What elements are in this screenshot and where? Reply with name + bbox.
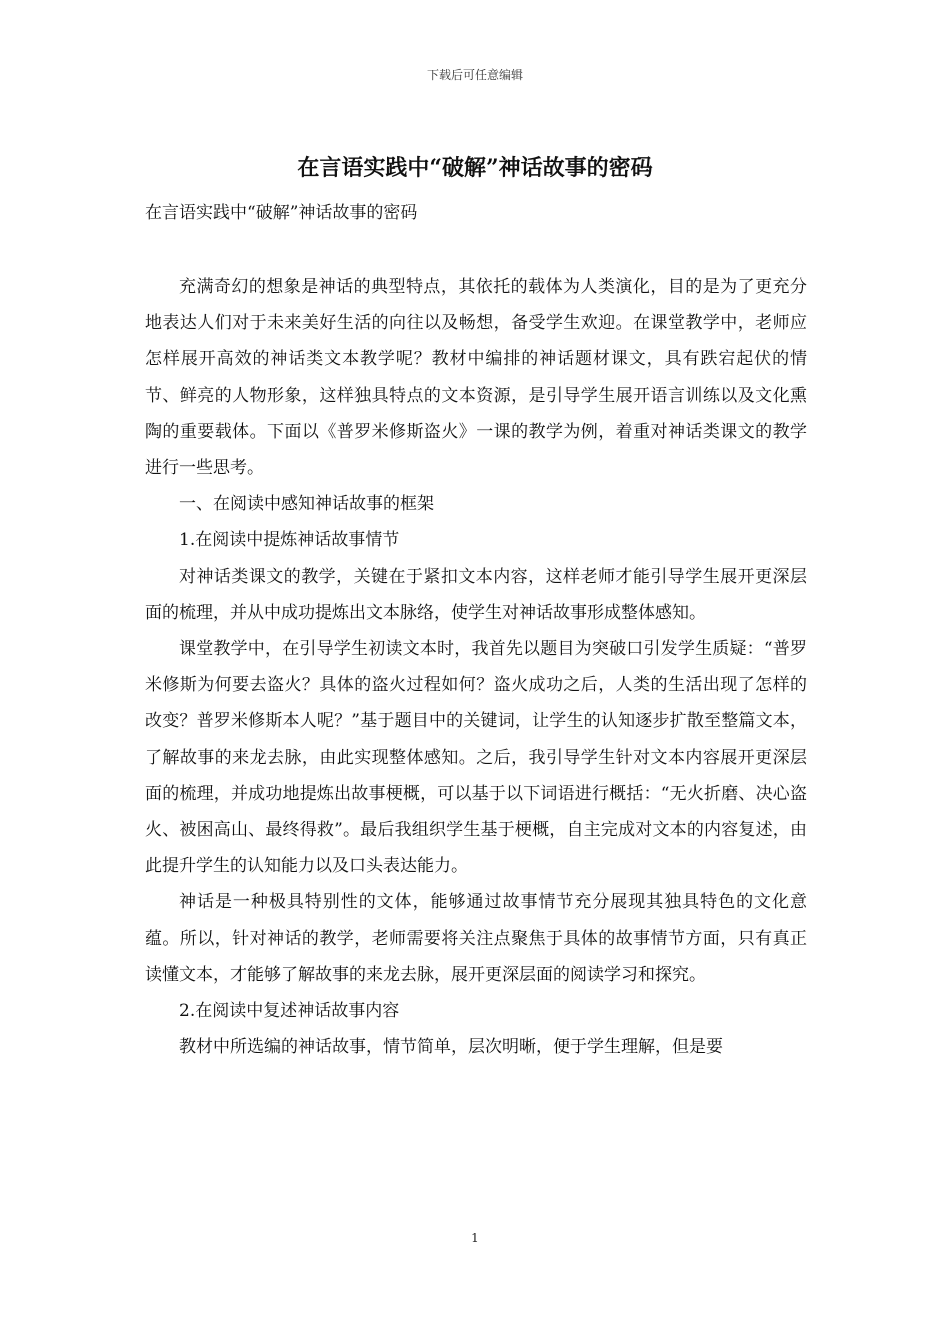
paragraph: 神话是一种极具特别性的文体，能够通过故事情节充分展现其独具特色的文化意蕴。所以，针对神话的教学，老师需要将关注点聚焦于具体的故事情节方面，只有真正读懂文本，才能够了解故事的来龙去脉，展开更深层面的阅读学习和探究。 [145,892,807,985]
paragraph: 对神话类课文的教学，关键在于紧扣文本内容，这样老师才能引导学生展开更深层面的梳理，并从中成功提炼出文本脉络，使学生对神话故事形成整体感知。 [145,566,807,623]
section-heading-1: 一、在阅读中感知神话故事的框架 [179,494,434,515]
document-title: 在言语实践中“破解”神话故事的密码 [297,155,653,181]
page-number: 1 [471,1231,479,1245]
paragraph-intro: 充满奇幻的想象是神话的典型特点，其依托的载体为人类演化，目的是为了更充分地表达人们对于未来美好生活的向往以及畅想，备受学生欢迎。在课堂教学中，老师应怎样展开高效的神话类文本教学呢？教材中编排的神话题材课文，具有跌宕起伏的情节、鲜亮的人物形象，这样独具特点的文本资源，是引导学生展开语言训练以及文化熏陶的重要载体。下面以《普罗米修斯盗火》一课的教学为例，着重对神话类课文的教学进行一些思考。 [145,277,807,479]
document-subtitle: 在言语实践中“破解”神话故事的密码 [145,203,418,223]
paragraph: 课堂教学中，在引导学生初读文本时，我首先以题目为突破口引发学生质疑：“普罗米修斯为何要去盗火？具体的盗火过程如何？盗火成功之后，人类的生活出现了怎样的改变？普罗米修斯本人呢？”基于题目中的关键词，让学生的认知逐步扩散至整篇文本，了解故事的来龙去脉，由此实现整体感知。之后，我引导学生针对文本内容展开更深层面的梳理，并成功地提炼出故事梗概，可以基于以下词语进行概括：“无火折磨、决心盗火、被困高山、最终得救”。最后我组织学生基于梗概，自主完成对文本的内容复述，由此提升学生的认知能力以及口头表达能力。 [145,639,807,877]
paragraph: 教材中所选编的神话故事，情节简单，层次明晰，便于学生理解，但是要 [179,1037,723,1058]
subsection-heading-1-1: 1.在阅读中提炼神话故事情节 [179,530,400,551]
document-body [145,269,807,1065]
page-header-note: 下载后可任意编辑 [426,68,523,82]
subsection-heading-1-2: 2.在阅读中复述神话故事内容 [179,1001,400,1022]
